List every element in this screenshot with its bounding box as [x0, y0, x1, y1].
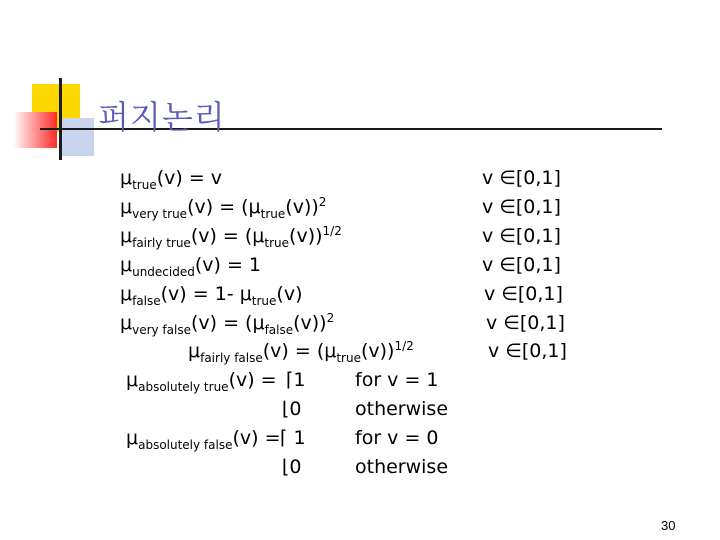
brace-bottom-absolutely-true: ⌊0: [282, 398, 302, 420]
formula-true: $\mu_{true}(v) = v$: [120, 167, 223, 192]
brace-top-absolutely-true: ⌈1: [286, 369, 306, 391]
decorative-blue-square: [60, 118, 94, 156]
domain-fairly-true: v ∈[0,1]: [482, 225, 561, 247]
condition-absolutely-true-2: otherwise: [355, 398, 449, 420]
page-number: 30: [661, 518, 676, 533]
brace-top-absolutely-false: ⌈ 1: [280, 427, 306, 449]
formula-fairly-false: $\mu_{fairly false}(v) = (\mu_{true}(v))^{1/2}$: [188, 339, 414, 365]
domain-true: v ∈[0,1]: [482, 167, 561, 189]
decorative-vertical-line: [59, 78, 62, 160]
decorative-red-gradient-square: [13, 112, 57, 148]
domain-false: v ∈[0,1]: [484, 283, 563, 305]
domain-very-true: v ∈[0,1]: [482, 196, 561, 218]
condition-absolutely-false-2: otherwise: [355, 456, 449, 478]
condition-absolutely-true-1: for v = 1: [355, 369, 439, 391]
formula-undecided: $\mu_{undecided}(v) = 1$: [120, 254, 262, 279]
formula-very-false: $\mu_{very false}(v) = (\mu_{false}(v))^2$: [120, 311, 335, 337]
formula-absolutely-true: $\mu_{absolutely true}(v)$ =: [126, 369, 277, 394]
domain-fairly-false: v ∈[0,1]: [488, 340, 567, 362]
domain-undecided: v ∈[0,1]: [482, 254, 561, 276]
slide-title: 퍼지논리: [98, 98, 226, 136]
formula-fairly-true: $\mu_{fairly true}(v) = (\mu_{true}(v))^{1/2}$: [120, 224, 342, 250]
formula-very-true: $\mu_{very true}(v) = (\mu_{true}(v))^2$: [120, 195, 327, 221]
condition-absolutely-false-1: for v = 0: [355, 427, 439, 449]
domain-very-false: v ∈[0,1]: [486, 312, 565, 334]
brace-bottom-absolutely-false: ⌊0: [282, 456, 302, 478]
formula-false: $\mu_{false}(v) = 1-$ $\mu_{true}(v)$: [120, 283, 303, 308]
formula-absolutely-false: $\mu_{absolutely false}(v)$ =: [126, 427, 281, 452]
